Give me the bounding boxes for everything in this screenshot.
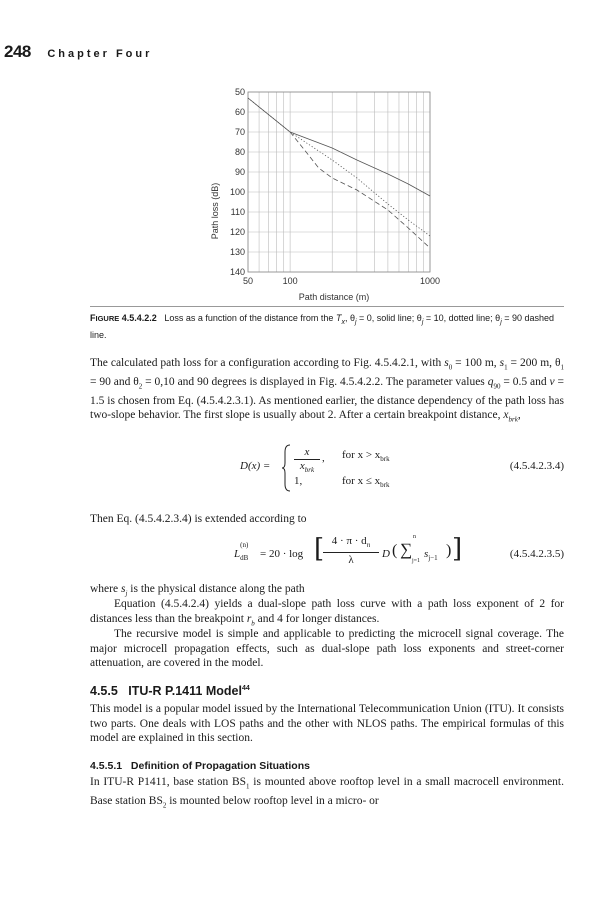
y-tick-labels — [230, 87, 245, 277]
figure-caption: FIGURE 4.5.4.2.2 Loss as a function of the distance from the $T_x$, $\theta_j = 0$, solid line; $\theta_j = 10$, dotted line; $\theta_j = 90$ dashed line. — [90, 313, 555, 340]
chart-grid — [248, 92, 430, 272]
y-tick-label: 110 — [230, 207, 245, 217]
y-tick-label: 130 — [229, 247, 245, 257]
caption-label: FIGURE 4.5.4.2.2 — [90, 313, 157, 323]
series-line-dashed — [290, 132, 430, 248]
x-tick-labels — [243, 276, 440, 286]
y-tick-label: 140 — [229, 267, 245, 277]
paragraph-extend: Then Eq. (4.5.4.2.3.4) is extended according to — [90, 513, 307, 525]
chapter-title: Chapter Four — [47, 48, 153, 60]
paragraph-itu-intro: This model is a popular model issued by the International Telecommunication Union (ITU). It consists two parts. One deals with LOS paths and the other with NLOS paths. The empirical formulas of this model are explained in this section. — [90, 703, 564, 744]
y-tick-label: 120 — [229, 227, 245, 237]
series-line-dotted — [248, 98, 430, 236]
paragraph-itu-definition: In ITU-R P1411, base station $BS_1$ is mounted above rooftop level in a small macrocell environment. Base station $BS_2$ is mounted below rooftop level in a micro- or — [90, 776, 565, 810]
paragraph-where: where $s_j$ is the physical distance along the path — [90, 583, 305, 598]
paragraph-recursive: The recursive model is simple and applicable to predicting the microcell signal coverage. The major microcell propagation effects, such as dual-slope path loss exponents and street-corner attenuation, are covered in the model. — [90, 628, 564, 669]
left-brace — [282, 444, 292, 492]
x-tick-label: 100 — [282, 276, 298, 286]
y-tick-label: 90 — [234, 167, 245, 177]
equation-number: (4.5.4.2.3.4) — [509, 460, 564, 472]
equation-4-5-4-2-3-4: D(x) = x $x_{brk}$ , for $x > x_{brk}$ 1, for $x \le x_{brk}$ (4.5.4.2.3.4) — [90, 442, 564, 494]
chart-curves — [248, 98, 430, 248]
caption-rule — [90, 306, 564, 307]
y-tick-label: 80 — [234, 147, 245, 157]
running-header — [4, 42, 152, 62]
x-axis-label: Path distance (m) — [298, 292, 370, 302]
y-tick-label: 60 — [234, 107, 245, 117]
y-tick-label: 100 — [229, 187, 245, 197]
path-loss-chart — [200, 80, 450, 308]
plot-frame — [248, 92, 430, 272]
y-axis-label: Path loss (dB) — [210, 182, 220, 240]
y-tick-label: 70 — [234, 127, 245, 137]
series-line-solid — [248, 98, 430, 196]
y-tick-label: 50 — [234, 87, 245, 97]
page-number: 248 — [4, 42, 31, 61]
x-tick-label: 1000 — [419, 276, 441, 286]
x-tick-label: 50 — [242, 276, 254, 286]
section-heading: 4.5.5 ITU-R P.1411 Model$^{44}$ — [90, 684, 250, 698]
equation-number: (4.5.4.2.3.5) — [509, 548, 564, 560]
paragraph-results: The calculated path loss for a configuration according to Fig. 4.5.4.2.1, with $s_0 = 100$ m, $s_1 = 200$ m, $\theta_1 = 90$ and $\theta_2 = 0,10$ and 90 degrees is displayed in Fig. 4.5.4.2.2. The parameter values $q_{90} = 0.5$ and v = 1.5 is chosen from Eq. (4.5.4.2.3.1). As mentioned earlier, the distance dependency of the path loss has two-slope behavior. The first slope is usually about 2. After a certain breakpoint distance, $x_{brk}$, — [90, 357, 564, 424]
paragraph-dual-slope: Equation (4.5.4.2.4) yields a dual-slope path loss curve with a path loss exponent of 2 for distances less than the breakpoint $r_b$ and 4 for longer distances. — [90, 598, 564, 627]
subsection-heading: 4.5.5.1 Definition of Propagation Situations — [90, 760, 310, 772]
equation-4-5-4-2-3-5: L (n) $_{dB}$ = 20 · log [ $4 \cdot \pi \cdot d_n$ λ D ( ∑ n j=1 $s_{j-1}$ ) ] (4.5.4.2.3.5) — [234, 534, 564, 567]
